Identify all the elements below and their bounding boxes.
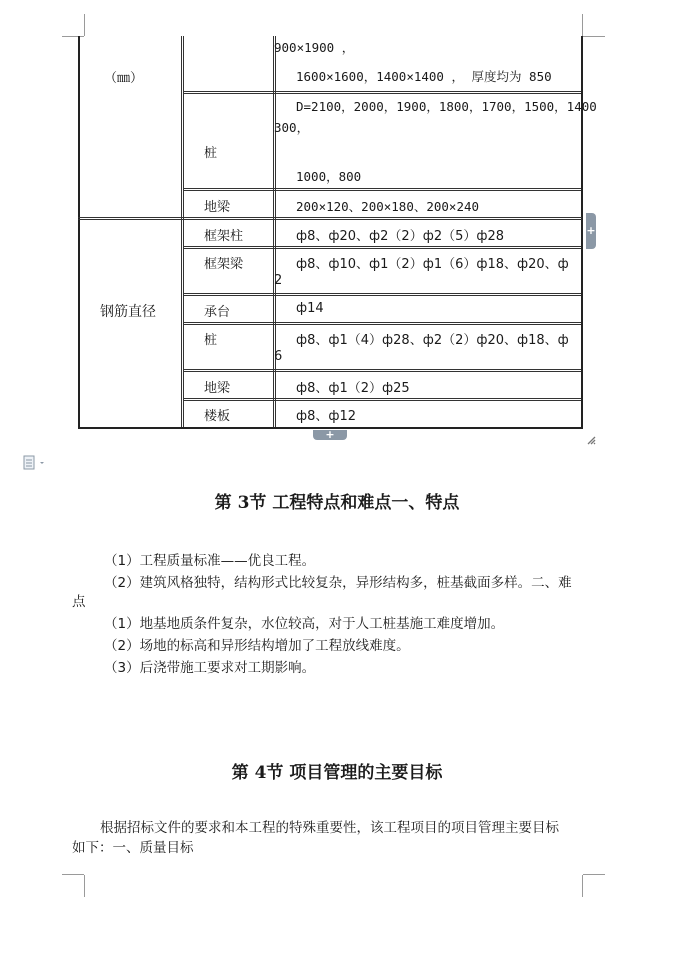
pile-diameters-line1: D=2100，2000，1900，1800，1700，1500，1400 (296, 99, 597, 114)
rebar-row-wrap: 6 (274, 349, 283, 364)
table-col-divider-1 (181, 36, 182, 429)
paragraph-line: 点 (72, 594, 86, 610)
row-line (183, 400, 581, 401)
rebar-row-label: 桩 (204, 333, 218, 348)
add-row-button[interactable] (313, 430, 347, 440)
rebar-row-label: 承台 (204, 305, 231, 320)
crop-mark-bottom-left-h (62, 874, 84, 875)
paragraph-line: （2）建筑风格独特，结构形式比较复杂，异形结构多，桩基截面多样。二、难 (104, 575, 572, 591)
row-line (183, 369, 581, 370)
row-line (183, 371, 581, 372)
row-line (183, 91, 581, 92)
rebar-row-wrap: 2 (274, 273, 283, 288)
table-left-border (78, 36, 80, 429)
rebar-row-label: 地梁 (204, 381, 231, 396)
table-resize-handle-icon[interactable] (587, 430, 596, 439)
rebar-group-label: 钢筋直径 (100, 304, 156, 320)
crop-mark-bottom-right-h (583, 874, 605, 875)
ground-beam-label: 地梁 (204, 200, 231, 215)
row-line (183, 295, 581, 296)
section-3-heading: 第 3节 工程特点和难点一、特点 (214, 493, 460, 513)
row-line (78, 219, 582, 220)
section-4-heading: 第 4节 项目管理的主要目标 (231, 763, 443, 783)
rebar-row-label: 框架梁 (204, 257, 244, 272)
pile-diameters-line2: 1000，800 (296, 169, 362, 184)
paste-options-button[interactable] (23, 455, 49, 471)
size-line-1: 900×1900 ， (274, 40, 355, 55)
rebar-row-label: 框架柱 (204, 229, 244, 244)
row-line (183, 293, 581, 294)
rebar-row-value: ф8、ф12 (296, 409, 357, 424)
plus-icon: + (586, 224, 596, 237)
row-line (183, 322, 581, 323)
ground-beam-value: 200×120、200×180、200×240 (296, 199, 480, 214)
add-column-button[interactable] (586, 213, 596, 249)
paragraph-line: （2）场地的标高和异形结构增加了工程放线难度。 (104, 638, 410, 654)
rebar-row-value: ф8、ф20、ф2（2）ф2（5）ф28 (296, 229, 505, 244)
document-icon (23, 455, 49, 471)
row-line (183, 248, 581, 249)
rebar-row-value: ф14 (296, 301, 324, 316)
paragraph-line: （3）后浇带施工要求对工期影响。 (104, 660, 316, 676)
rebar-row-value: ф8、ф10、ф1（2）ф1（6）ф18、ф20、ф (296, 257, 569, 272)
crop-mark-top-right-h (583, 36, 605, 37)
row-line (183, 246, 581, 247)
rebar-row-value: ф8、ф1（2）ф25 (296, 381, 410, 396)
rebar-row-value: ф8、ф1（4）ф28、ф2（2）ф20、ф18、ф (296, 333, 569, 348)
pile-diameters-wrap: 300， (274, 120, 310, 135)
row-line (183, 188, 581, 189)
paragraph-line: （1）工程质量标准——优良工程。 (104, 553, 316, 569)
chevron-down-icon (40, 462, 44, 464)
paragraph-line: 根据招标文件的要求和本工程的特殊重要性，该工程项目的项目管理主要目标 (100, 820, 559, 836)
row-line (183, 93, 581, 94)
row-line (183, 190, 581, 191)
paragraph-line: 如下：一、质量目标 (72, 840, 194, 856)
pile-label: 桩 (204, 146, 218, 161)
row-line (78, 217, 582, 218)
crop-mark-top-left-v (84, 14, 85, 36)
row-line (183, 398, 581, 399)
crop-mark-bottom-right-v (582, 875, 583, 897)
crop-mark-top-right-v (582, 14, 583, 36)
paragraph-line: （1）地基地质条件复杂，水位较高，对于人工桩基施工难度增加。 (104, 616, 505, 632)
rebar-row-label: 楼板 (204, 409, 231, 424)
unit-label: （㎜） (104, 71, 144, 86)
size-line-2: 1600×1600，1400×1400 ， 厚度均为 850 (296, 69, 552, 84)
table-right-border (581, 36, 583, 429)
crop-mark-bottom-left-v (84, 875, 85, 897)
plus-icon: + (325, 428, 335, 441)
crop-mark-top-left-h (62, 36, 84, 37)
row-line (183, 324, 581, 325)
